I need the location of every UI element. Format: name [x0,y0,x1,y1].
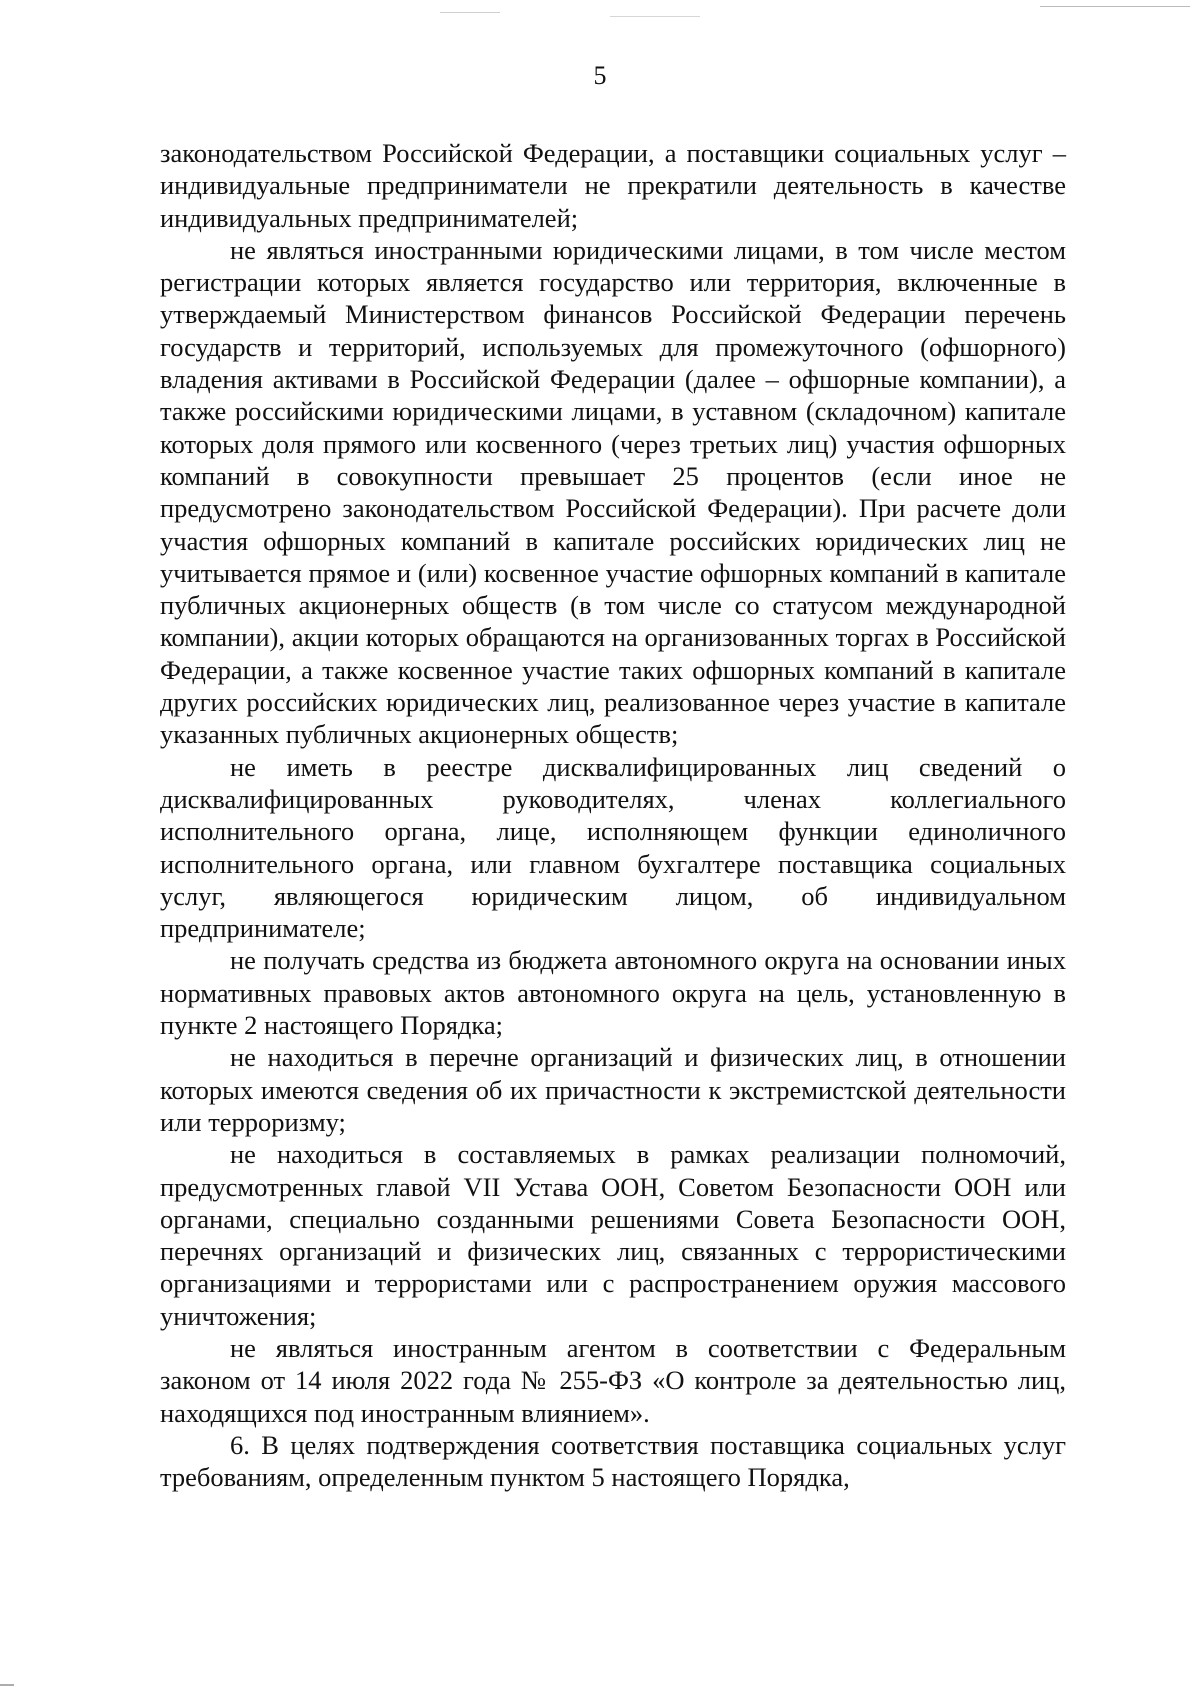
document-body [160,137,1066,1493]
scan-artifact [440,12,500,13]
paragraph: не получать средства из бюджета автономного округа на основании иных нормативных правовых актов автономного округа на цель, установленную в пункте 2 настоящего Порядка; [160,945,1066,1041]
paragraph: не являться иностранным агентом в соответствии с Федеральным законом от 14 июля 2022 года № 255-ФЗ «О контроле за деятельностью лиц, находящихся под иностранным влиянием». [160,1332,1066,1428]
scan-artifact [610,16,700,17]
paragraph: не иметь в реестре дисквалифицированных лиц сведений о дисквалифицированных руководителях, членах коллегиального исполнительного органа, лице, исполняющем функции единоличного исполнительного органа, или главном бухгалтере поставщика социальных услуг, являющегося юридическим лицом, об индивидуальном предпринимателе; [160,751,1066,944]
scan-artifact [1040,6,1190,7]
page-number: 5 [593,61,607,90]
paragraph: не находиться в составляемых в рамках реализации полномочий, предусмотренных главой VII Устава ООН, Советом Безопасности ООН или органами, специально созданными решениями Совета Безопасности ООН, перечнях организаций и физических лиц, связанных с террористическими организациями и террористами или с распространением оружия массового уничтожения; [160,1139,1066,1331]
scan-artifact [0,1684,14,1686]
paragraph: не находиться в перечне организаций и физических лиц, в отношении которых имеются сведения об их причастности к экстремистской деятельности или терроризму; [160,1042,1066,1137]
paragraph: не являться иностранными юридическими лицами, в том числе местом регистрации которых является государство или территория, включенные в утверждаемый Министерством финансов Российской Федерации перечень государств и территорий, используемых для промежуточного (офшорного) владения активами в Российской Федерации (далее – офшорные компании), а также российскими юридическими лицами, в уставном (складочном) капитале которых доля прямого или косвенного (через третьих лиц) участия офшорных компаний в совокупности превышает 25 процентов (если иное не предусмотрено законодательством Российской Федерации). При расчете доли участия офшорных компаний в капитале российских юридических лиц не учитывается прямое и (или) косвенное участие офшорных компаний в капитале публичных акционерных обществ (в том числе со статусом международной компании), акции которых обращаются на организованных торгах в Российской Федерации, а также косвенное участие таких офшорных компаний в капитале других российских юридических лиц, реализованное через участие в капитале указанных публичных акционерных обществ; [160,234,1066,750]
paragraph: законодательством Российской Федерации, а поставщики социальных услуг – индивидуальные предприниматели не прекратили деятельность в качестве индивидуальных предпринимателей; [160,138,1066,233]
paragraph: 6. В целях подтверждения соответствия поставщика социальных услуг требованиям, определенным пунктом 5 настоящего Порядка, [160,1429,1066,1493]
